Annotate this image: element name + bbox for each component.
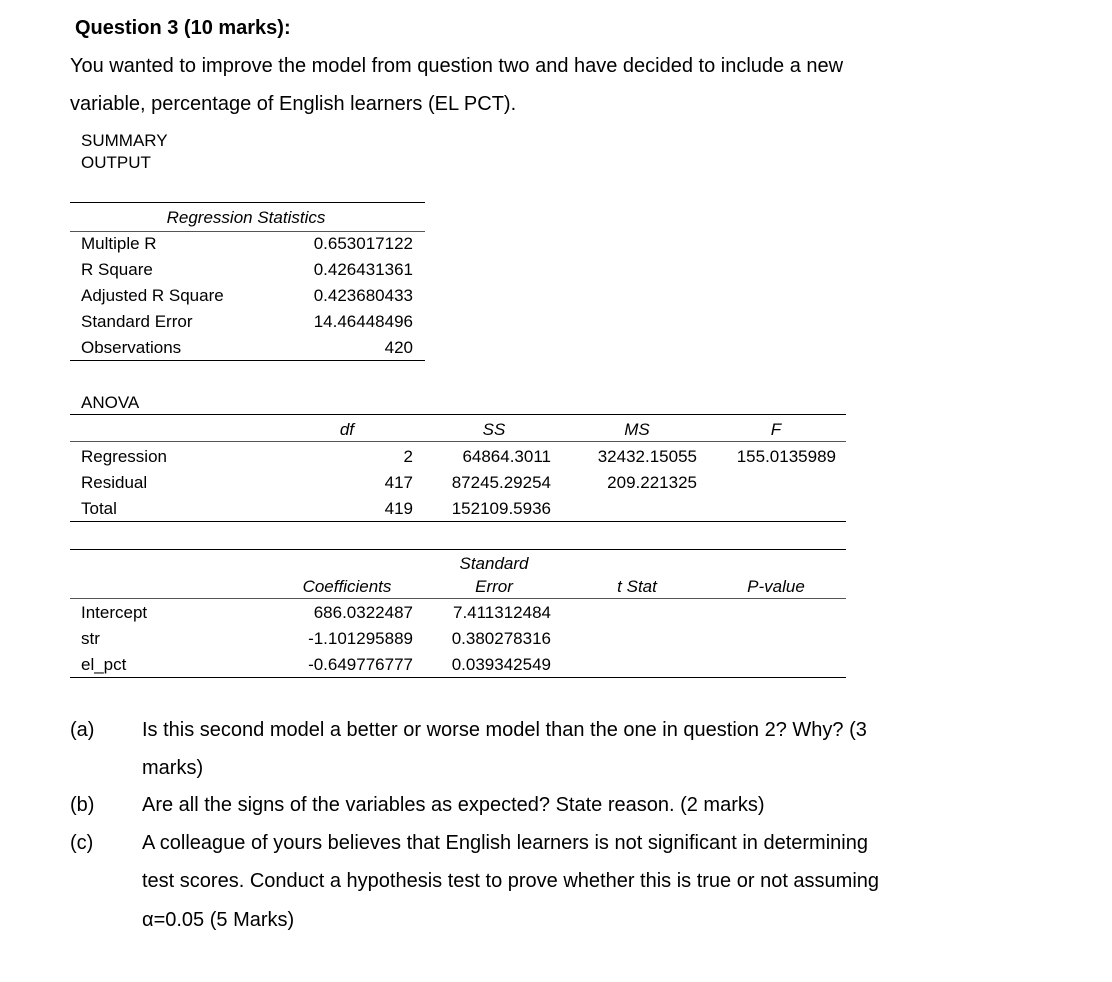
regression-statistics-header: Regression Statistics — [166, 208, 326, 227]
coef-header-se-line1: Standard — [459, 554, 529, 573]
anova-row-label: Total — [81, 499, 117, 518]
sub-question-text: Are all the signs of the variables as expected? State reason. (2 marks) — [142, 794, 765, 816]
sub-question-letter: (a) — [70, 719, 95, 741]
coef-cell-standard-error: 7.411312484 — [452, 603, 551, 622]
anova-header-f: F — [770, 420, 782, 439]
anova-cell-ms: 32432.15055 — [597, 447, 697, 466]
sub-question-text: test scores. Conduct a hypothesis test to prove whether this is true or not assuming — [142, 870, 880, 892]
sub-question-text: marks) — [142, 757, 204, 779]
anova-title: ANOVA — [81, 393, 140, 412]
anova-cell-df: 419 — [384, 499, 413, 518]
coef-row-label: Intercept — [81, 603, 148, 622]
sub-question-text: Is this second model a better or worse model than the one in question 2? Why? (3 — [142, 719, 867, 741]
summary-output-label-line2: OUTPUT — [81, 153, 151, 172]
anova-header-df: df — [339, 420, 354, 439]
table-rule — [70, 231, 425, 232]
coef-header-tstat: t Stat — [617, 577, 657, 596]
stat-label: Multiple R — [81, 234, 157, 253]
anova-cell-df: 2 — [403, 447, 413, 466]
sub-question-text: A colleague of yours believes that English learners is not significant in determining — [142, 832, 868, 854]
coef-row-label: el_pct — [81, 655, 127, 674]
stat-label: R Square — [81, 260, 153, 279]
stat-label: Observations — [81, 338, 182, 357]
coef-cell-coefficient: -0.649776777 — [308, 655, 413, 674]
stat-label: Standard Error — [81, 312, 193, 331]
sub-question-letter: (c) — [70, 832, 94, 854]
coef-row-label: str — [81, 629, 100, 648]
coef-cell-standard-error: 0.039342549 — [451, 655, 551, 674]
anova-cell-f: 155.0135989 — [736, 447, 836, 466]
anova-row-label: Residual — [81, 473, 148, 492]
table-rule — [70, 549, 846, 550]
anova-cell-ss: 152109.5936 — [451, 499, 551, 518]
anova-header-ms: MS — [624, 420, 650, 439]
question-title: Question 3 (10 marks): — [75, 17, 291, 39]
table-rule — [70, 598, 846, 599]
table-rule — [70, 360, 425, 361]
table-rule — [70, 521, 846, 522]
coef-header-pvalue: P-value — [747, 577, 805, 596]
anova-cell-ss: 87245.29254 — [451, 473, 551, 492]
sub-question-letter: (b) — [70, 794, 95, 816]
stat-value: 0.653017122 — [313, 234, 413, 253]
table-rule — [70, 677, 846, 678]
anova-header-ss: SS — [482, 420, 506, 439]
stat-value: 0.426431361 — [313, 260, 413, 279]
sub-question-text: α=0.05 (5 Marks) — [142, 909, 295, 931]
coef-header-se-line2: Error — [475, 577, 513, 596]
table-rule — [70, 441, 846, 442]
coef-cell-coefficient: 686.0322487 — [313, 603, 413, 622]
stat-value: 0.423680433 — [313, 286, 413, 305]
question-intro-line1: You wanted to improve the model from question two and have decided to include a new — [70, 55, 844, 77]
question-intro-line2: variable, percentage of English learners (EL PCT). — [70, 93, 517, 115]
stat-label: Adjusted R Square — [81, 286, 224, 305]
anova-row-label: Regression — [81, 447, 167, 466]
table-rule — [70, 202, 425, 203]
coef-header-coefficients: Coefficients — [302, 577, 392, 596]
anova-cell-ms: 209.221325 — [607, 473, 697, 492]
stat-value: 14.46448496 — [313, 312, 413, 331]
anova-cell-ss: 64864.3011 — [462, 447, 551, 466]
coef-cell-coefficient: -1.101295889 — [308, 629, 413, 648]
anova-cell-df: 417 — [384, 473, 413, 492]
summary-output-label-line1: SUMMARY — [81, 131, 168, 150]
coef-cell-standard-error: 0.380278316 — [451, 629, 551, 648]
table-rule — [70, 414, 846, 415]
stat-value: 420 — [384, 338, 413, 357]
